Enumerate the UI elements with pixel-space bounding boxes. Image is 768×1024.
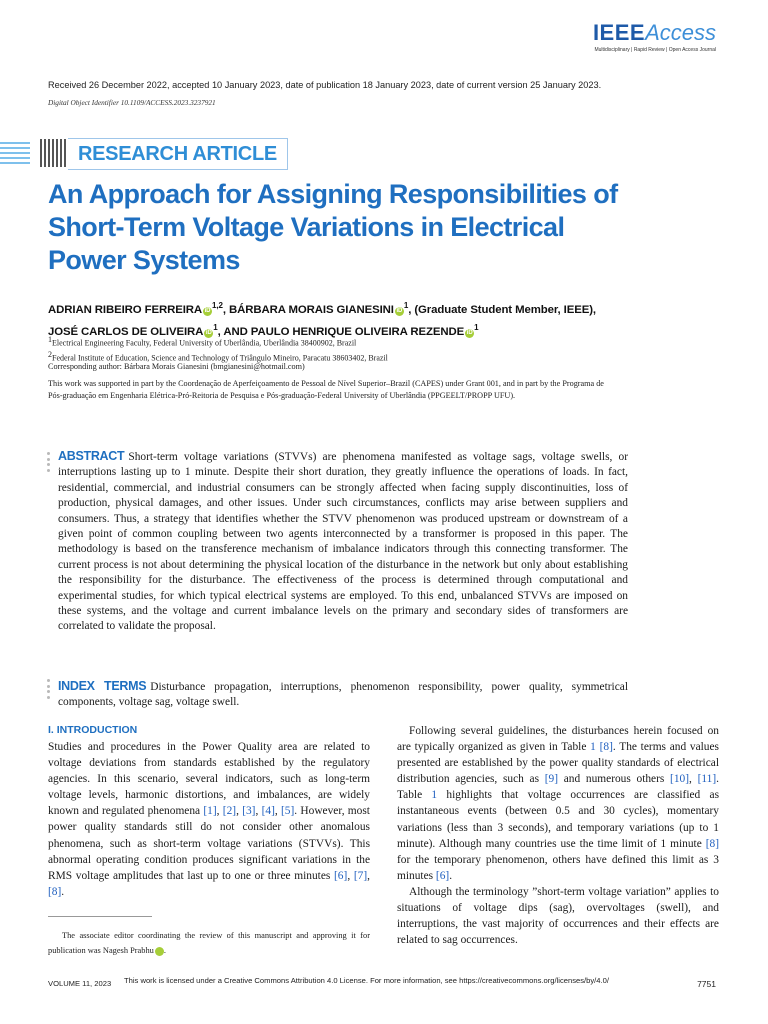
footnote-divider — [48, 916, 152, 917]
logo-ieee-text: IEEE — [592, 20, 646, 45]
index-terms-label: INDEX TERMS — [58, 679, 147, 693]
author-membership: , (Graduate Student Member, IEEE), — [408, 303, 596, 316]
abstract-dots-icon — [47, 452, 50, 474]
citation-link[interactable]: [6] — [334, 869, 348, 882]
citation-link[interactable]: [8] — [48, 885, 62, 898]
author-affiliation-sup: 1 — [213, 322, 218, 332]
citation-link[interactable]: [6] — [435, 869, 450, 882]
affiliations — [48, 334, 388, 363]
author-affiliation-sup: 1 — [474, 322, 479, 332]
citation-link[interactable]: [9] — [544, 773, 559, 786]
index-terms-text: Disturbance propagation, interruptions, phenomenon responsibility, power quality, symmetrical components, voltage sag, voltage swell. — [58, 681, 628, 709]
author-name: , AND PAULO HENRIQUE OLIVEIRA REZENDE — [217, 325, 465, 338]
paragraph: Although the terminology ”short-term voltage variation” applies to situations of voltage dips (sag), overvoltages (swell), and interruptions, the vast majority of occurrences and their effects are related to sag occurrences. — [397, 885, 719, 947]
citation-link[interactable]: [3] — [242, 805, 256, 818]
author-affiliation-sup: 1 — [403, 301, 409, 310]
page-number: 7751 — [697, 979, 716, 989]
orcid-icon[interactable]: iD — [155, 947, 164, 956]
author-name: ADRIAN RIBEIRO FERREIRA — [48, 303, 203, 316]
footer-volume: VOLUME 11, 2023 — [48, 979, 112, 988]
table-link[interactable]: 1 — [431, 789, 438, 802]
logo-access-text: Access — [645, 20, 716, 45]
author-name: JOSÉ CARLOS DE OLIVEIRA — [48, 325, 204, 338]
table-link[interactable]: 1 — [590, 741, 596, 754]
article-type-label: RESEARCH ARTICLE — [68, 138, 288, 170]
orcid-icon[interactable]: iD — [205, 329, 212, 336]
orcid-icon[interactable]: iD — [466, 329, 473, 336]
author-name: , BÁRBARA MORAIS GIANESINI — [222, 303, 394, 316]
received-dates: Received 26 December 2022, accepted 10 January 2023, date of publication 18 January 2023, date of current version 25 January 2023. — [48, 80, 602, 90]
affiliation-item: $^2$Federal Institute of Education, Science and Technology of Triângulo Mineiro, Paracatu 38603402, Brazil — [48, 349, 388, 363]
citation-link[interactable]: [8] — [705, 837, 719, 850]
index-terms — [58, 679, 628, 711]
citation-link[interactable]: [1] — [203, 805, 217, 818]
left-column-text: Studies and procedures in the Power Quality area are related to voltage deviations from standards established by the regulatory agencies. In this scenario, several indicators, such as long-term voltage levels, harmonic distortions, and imbalances, are widely known and regulated phenomena [1], [2], [3], [4], [5]. However, most power quality standards still do not consider other anomalous phenomena, such as short-term voltage variations (STVVs). This abnormal operating condition produces significant variations in the RMS voltage amplitudes that last up to one or three minutes [6], [7], [8]. — [48, 741, 370, 898]
funding-statement: This work was supported in part by the Coordenação de Aperfeiçoamento de Pessoal de Nível Superior–Brazil (CAPES) under Grant 001, and in part by the Programa de Pós-graduação em Engenharia Elétrica-Pró-Reitoria de Pesquisa e Pós-graduação-Federal University of Uberlândia (PPGEELT/PROPP UFU). — [48, 379, 604, 400]
right-column-text — [397, 723, 719, 948]
footer-license[interactable]: This work is licensed under a Creative Commons Attribution 4.0 License. For more information, see https://creativecommons.org/licenses/by/4.0/ — [124, 976, 609, 985]
abstract-text: Short-term voltage variations (STVVs) are phenomena manifested as voltage sags, voltage swells, or interruptions lasting up to 1 minute. Despite their short duration, they greatly influence the operations of loads. In fact, residential, commercial, and industrial consumers can be strongly affected when facing supply discontinuities, loss of production, physical damages, and other issues. Under such circumstances, conflicts may arise between suppliers and consumers. Thus, a strategy that identifies whether the STVV phenomenon was produced upstream or downstream of a given point of common coupling between two agents interconnected by a transformer is proposed in this paper. The methodology is based on the transference mechanism of imbalance indicators through this connecting transformer. The current process is not about determining the physical location of the disturbance in the network but only about establishing the responsibility for the disturbance. The effectiveness of the process is determined through computational and experimental studies, for which typical electrical systems are employed. To this end, unbalanced STVVs are imposed on these systems, and the voltage and current imbalance levels on the primary and secondary sides of transformers are correlated to validate the proposal. — [58, 451, 628, 633]
citation-link[interactable]: [2] — [222, 805, 237, 818]
orcid-icon[interactable]: iD — [204, 307, 211, 314]
affiliation-item: $^1$Electrical Engineering Faculty, Federal University of Uberlândia, Uberlândia 38400902, Brazil — [48, 335, 357, 348]
index-terms-dots-icon — [47, 679, 50, 701]
paragraph: Following several guidelines, the disturbances herein focused on are typically organized as given in Table 1 [8]. The terms and values presented are established by the power quality standards of electrical distribution agencies, such as [9] and numerous others [10], [11]. Table 1 highlights that voltage occurrences are classified as instantaneous events (between 0.5 and 30 cycles), momentary variations (less than 3 seconds), and temporary variations (up to 1 minute). Although many countries use the time limit of 1 minute [8] for the temporary phenomenon, others have defined this limit as 3 minutes [6]. — [397, 725, 720, 882]
citation-link[interactable]: [5] — [281, 805, 295, 818]
orcid-icon[interactable]: iD — [396, 307, 403, 314]
abstract — [58, 449, 628, 635]
section-heading: I. INTRODUCTION — [48, 724, 138, 736]
citation-link[interactable]: [4] — [261, 805, 275, 818]
editor-footnote: The associate editor coordinating the review of this manuscript and approving it for publication was Nagesh Prabhu iD. — [48, 931, 370, 955]
author-affiliation-sup: 1,2 — [212, 301, 223, 310]
abstract-label: ABSTRACT — [58, 449, 125, 463]
logo-tagline: Multidisciplinary | Rapid Review | Open Access Journal — [594, 47, 716, 53]
journal-logo — [593, 20, 716, 46]
citation-link[interactable]: [11] — [697, 773, 717, 786]
citation-link[interactable]: [8] — [599, 741, 613, 754]
corresponding-author: Corresponding author: Bárbara Morais Gianesini (bmgianesini@hotmail.com) — [48, 362, 305, 371]
paper-title: An Approach for Assigning Responsibilities of Short-Term Voltage Variations in Electrical Power Systems — [48, 179, 618, 275]
citation-link[interactable]: [10] — [670, 773, 690, 786]
doi-line: Digital Object Identifier 10.1109/ACCESS.2023.3237921 — [48, 98, 216, 107]
citation-link[interactable]: [7] — [353, 869, 368, 882]
research-article-stripes-icon — [0, 138, 70, 168]
